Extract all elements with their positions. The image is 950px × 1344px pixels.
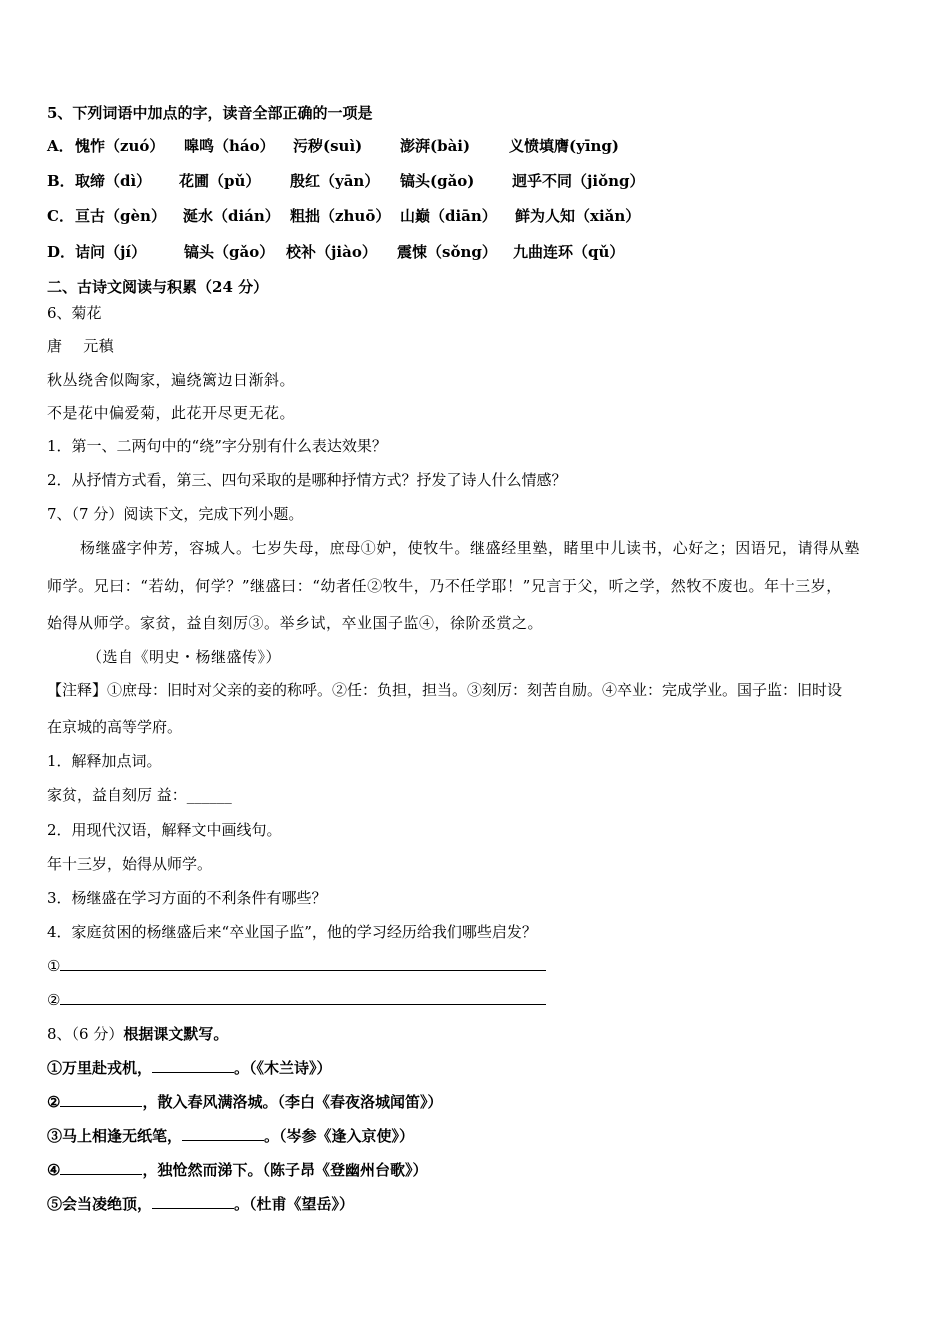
option-item: 义愤填膺(yīng) xyxy=(509,137,620,155)
q8-stem-prefix: 8、（6 分） xyxy=(47,1025,124,1043)
q7-sub-question-4: 4．家庭贫困的杨继盛后来“卒业国子监”，他的学习经历给我们哪些启发？ xyxy=(47,923,537,941)
q8-line-2-text: ，散入春风满洛城。（李白《春夜洛城闻笛》） xyxy=(142,1093,443,1111)
q8-line-2-number: ② xyxy=(47,1093,61,1111)
section-2-title: 二、古诗文阅读与积累（24 分） xyxy=(47,278,269,296)
option-item: 殷红（yān） xyxy=(290,172,380,190)
option-letter: D． xyxy=(47,243,76,261)
option-item: 镐头(gǎo) xyxy=(400,172,475,190)
q8-line-5 xyxy=(47,1194,354,1214)
answer-blank xyxy=(60,956,546,971)
q7-note-line-1: 【注释】①庶母：旧时对父亲的妾的称呼。②任：负担，担当。③刻厉：刻苦自励。④卒业：完成学业。国子监：旧时设 xyxy=(47,681,843,699)
q8-line-1-text: ①万里赴戎机， xyxy=(47,1059,153,1077)
q8-line-4 xyxy=(47,1160,427,1180)
q8-line-1 xyxy=(47,1058,332,1078)
q7-note-line-2: 在京城的高等学府。 xyxy=(47,718,183,736)
option-item: 花圃（pǔ） xyxy=(179,172,261,190)
q5-option-c xyxy=(47,206,641,226)
q8-line-3-text: ③马上相逢无纸笔， xyxy=(47,1127,183,1145)
q5-option-b xyxy=(47,171,645,191)
option-item: 诘问（jí） xyxy=(75,243,147,261)
option-item: 愧怍（zuó） xyxy=(75,137,165,155)
option-item: 涎水（dián） xyxy=(183,207,280,225)
q8-line-3 xyxy=(47,1126,414,1146)
q7-sub-question-1: 1．解释加点词。 xyxy=(47,752,162,770)
q7-sub-1-item xyxy=(47,785,232,805)
q7-sub-question-3: 3．杨继盛在学习方面的不利条件有哪些？ xyxy=(47,889,327,907)
q5-option-d xyxy=(47,242,625,262)
q7-sub-question-2: 2．用现代汉语，解释文中画线句。 xyxy=(47,821,282,839)
option-letter: C． xyxy=(47,207,74,225)
q6-poem-line-2: 不是花中偏爱菊，此花开尽更无花。 xyxy=(47,404,296,422)
option-item: 迥乎不同（jiǒng） xyxy=(512,172,645,190)
option-letter: B． xyxy=(47,172,75,190)
q8-line-5-text: ⑤会当凌绝顶， xyxy=(47,1195,153,1213)
q5-stem: 5、下列词语中加点的字，读音全部正确的一项是 xyxy=(47,104,373,122)
option-item: 山巅（diān） xyxy=(400,207,497,225)
option-item: 镐头（gǎo） xyxy=(184,243,275,261)
q7-passage-line-2: 师学。兄曰：“若幼，何学？”继盛曰：“幼者任②牧牛，乃不任学耶！”兄言于父，听之学，然牧不废也。年十三岁， xyxy=(47,577,842,595)
fill-blank xyxy=(152,1058,234,1073)
q8-line-4-number: ④ xyxy=(47,1161,61,1179)
q7-sub-1-blank: ______ xyxy=(186,786,232,804)
q6-poem-line-1: 秋丛绕舍似陶家，遍绕篱边日渐斜。 xyxy=(47,371,296,389)
q7-source: （选自《明史・杨继盛传》） xyxy=(87,648,282,666)
q7-answer-line-2 xyxy=(47,990,546,1010)
q8-line-3-source: 。（岑参《逢入京使》） xyxy=(264,1127,415,1145)
q8-stem xyxy=(47,1024,228,1044)
q8-line-2 xyxy=(47,1092,442,1112)
answer-number: ② xyxy=(47,991,61,1009)
q7-passage-line-1: 杨继盛字仲芳，容城人。七岁失母，庶母①妒，使牧牛。继盛经里塾，睹里中儿读书，心好之；因语兄，请得从塾 xyxy=(80,539,861,557)
q6-sub-question-2: 2．从抒情方式看，第三、四句采取的是哪种抒情方式？抒发了诗人什么情感？ xyxy=(47,471,567,489)
option-item: 亘古（gèn） xyxy=(75,207,166,225)
option-item: 取缔（dì） xyxy=(75,172,152,190)
fill-blank xyxy=(60,1160,142,1175)
q8-line-5-source: 。（杜甫《望岳》） xyxy=(234,1195,355,1213)
q7-sub-2-item: 年十三岁，始得从师学。 xyxy=(47,855,213,873)
option-item: 校补（jiào） xyxy=(286,243,377,261)
option-item: 九曲连环（qǔ） xyxy=(513,243,625,261)
option-item: 污秽(suì) xyxy=(293,137,363,155)
q8-line-4-text: ，独怆然而涕下。（陈子昂《登幽州台歌》） xyxy=(142,1161,428,1179)
option-item: 鲜为人知（xiǎn） xyxy=(515,207,641,225)
q6-author: 唐 元稹 xyxy=(47,337,115,355)
q5-option-a xyxy=(47,136,620,156)
option-item: 震悚（sǒng） xyxy=(397,243,497,261)
q6-stem: 6、菊花 xyxy=(47,304,102,322)
fill-blank xyxy=(182,1126,264,1141)
option-item: 粗拙（zhuō） xyxy=(290,207,391,225)
answer-blank xyxy=(60,990,546,1005)
q7-sub-1-text: 家贫，益自刻厉 益： xyxy=(47,786,187,804)
q7-passage-line-3: 始得从师学。家贫，益自刻厉③。举乡试，卒业国子监④，徐阶丞赏之。 xyxy=(47,614,544,632)
q8-stem-instruction: 根据课文默写。 xyxy=(123,1025,229,1043)
q8-line-1-source: 。（《木兰诗》） xyxy=(234,1059,332,1077)
q6-sub-question-1: 1．第一、二两句中的“绕”字分别有什么表达效果？ xyxy=(47,437,387,455)
q7-answer-line-1 xyxy=(47,956,546,976)
fill-blank xyxy=(152,1194,234,1209)
answer-number: ① xyxy=(47,957,61,975)
option-item: 嗥鸣（háo） xyxy=(184,137,275,155)
fill-blank xyxy=(60,1092,142,1107)
option-letter: A． xyxy=(47,137,74,155)
q7-stem: 7、（7 分）阅读下文，完成下列小题。 xyxy=(47,505,304,523)
option-item: 澎湃(bài) xyxy=(400,137,471,155)
